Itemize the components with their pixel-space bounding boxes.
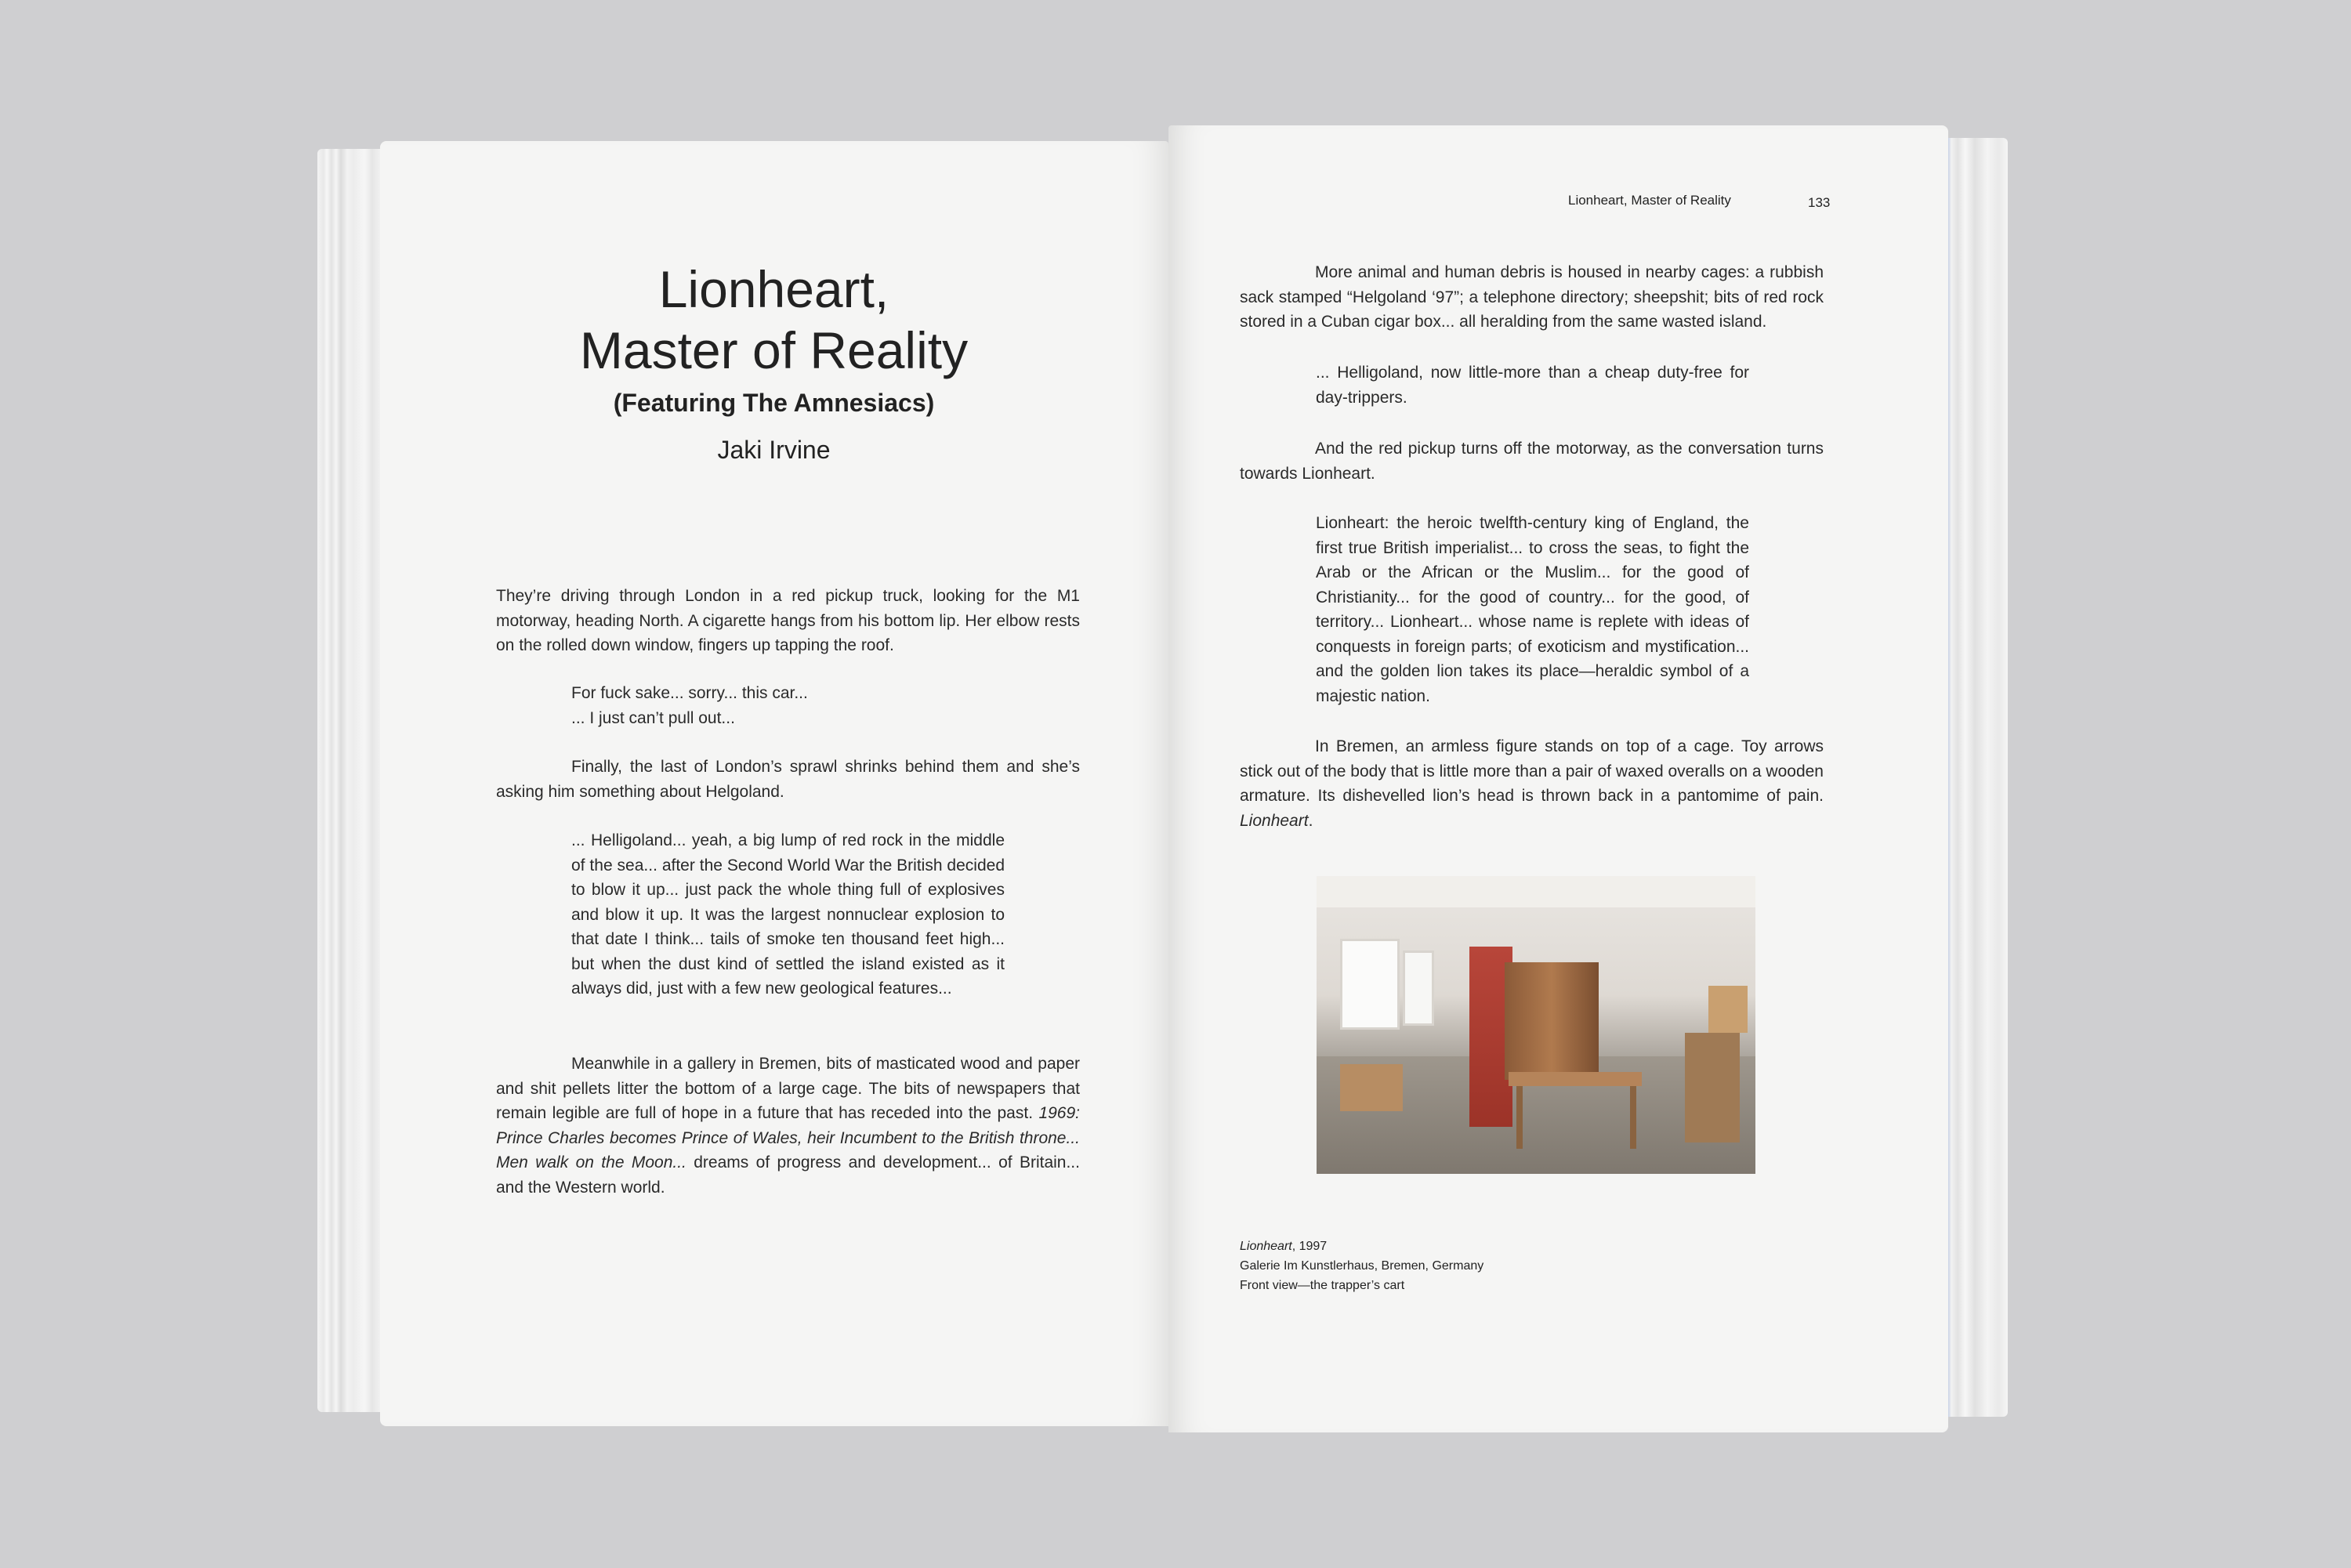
paragraph-3-text: Meanwhile in a gallery in Bremen, bits of masticated wood and paper and shit pellets litter the bottom of a large cage. The bits of newspapers that remain legible are full of hope in a future that has receded into the past.: [496, 1055, 1080, 1122]
quote-1-line-1: For fuck sake... sorry... this car...: [571, 684, 808, 702]
caption-year: , 1997: [1291, 1240, 1328, 1253]
right-paragraph-2: And the red pickup turns off the motorway, as the conversation turns towards Lionheart.: [1240, 440, 1824, 483]
right-paragraph-3-italic: Lionheart: [1240, 811, 1309, 830]
left-page: [380, 141, 1168, 1426]
caption-description: Front view—the trapper’s cart: [1240, 1279, 1405, 1292]
right-page: [1168, 125, 1948, 1432]
paragraph-3-end: dreams of progress and development... of Britain... and the Western world.: [496, 1153, 1080, 1197]
right-quote-1: ... Helligoland, now little-more than a cheap duty-free for day-trippers.: [1316, 364, 1749, 407]
chapter-title: [513, 259, 1034, 381]
photo-caption: [1240, 1237, 1483, 1295]
right-paragraph-1: More animal and human debris is housed in nearby cages: a rubbish sack stamped “Helgoland ‘97”; a telephone directory; sheepshit; bits of red rock stored in a Cuban cigar box... all heralding from the same wasted island.: [1240, 263, 1824, 331]
left-page-edges: [317, 149, 388, 1412]
right-paragraph-3-end: .: [1308, 811, 1313, 830]
quote-2: ... Helligoland... yeah, a big lump of red rock in the middle of the sea... after the Second World War the British decided to blow it up... just pack the whole thing full of explosives and blow it up. It was the largest nonnuclear explosion to that date I think... tails of smoke ten thousand feet high... but when the dust kind of settled the island existed as it always did, just with a few new geological features...: [571, 831, 1005, 998]
right-page-edges: [1943, 138, 2008, 1417]
paragraph-1: They’re driving through London in a red pickup truck, looking for the M1 motorway, heading North. A cigarette hangs from his bottom lip. Her elbow rests on the rolled down window, fingers up tapping the roof.: [496, 587, 1080, 654]
paragraph-3-italic: 1969: Prince Charles becomes Prince of Wales, heir Incumbent to the British throne... Men walk on the Moon...: [496, 1104, 1080, 1171]
page-number: 133: [1808, 195, 1831, 210]
paragraph-2: Finally, the last of London’s sprawl shrinks behind them and she’s asking him something about Helgoland.: [496, 758, 1080, 801]
title-line-2: Master of Reality: [579, 321, 969, 379]
right-paragraph-3: [1240, 734, 1824, 833]
chapter-subtitle: (Featuring The Amnesiacs): [613, 389, 935, 417]
right-quote-2: Lionheart: the heroic twelfth-century king of England, the first true British imperialist... to cross the seas, to fight the Arab or the African or the Muslim... for the good of Christianity... for the good of country... for the good, of territory... Lionheart... whose name is replete with ideas of conquests in foreign parts; of exoticism and mystification... and the golden lion takes its place—heraldic symbol of a majestic nation.: [1316, 514, 1749, 705]
author-name: Jaki Irvine: [717, 436, 831, 464]
right-paragraph-3-text: In Bremen, an armless figure stands on top of a cage. Toy arrows stick out of the body that is little more than a pair of waxed overalls on a wooden armature. Its dishevelled lion’s head is thrown back in a pantomime of pain.: [1240, 737, 1824, 805]
caption-title: Lionheart: [1240, 1240, 1292, 1253]
title-line-1: Lionheart,: [658, 260, 889, 318]
running-head: Lionheart, Master of Reality: [1568, 193, 1731, 208]
caption-location: Galerie Im Kunstlerhaus, Bremen, Germany: [1240, 1259, 1484, 1273]
quote-1: [571, 681, 1005, 730]
quote-1-line-2: ... I just can’t pull out...: [571, 708, 735, 727]
paragraph-3: [496, 1052, 1080, 1200]
installation-photo: [1317, 876, 1755, 1174]
